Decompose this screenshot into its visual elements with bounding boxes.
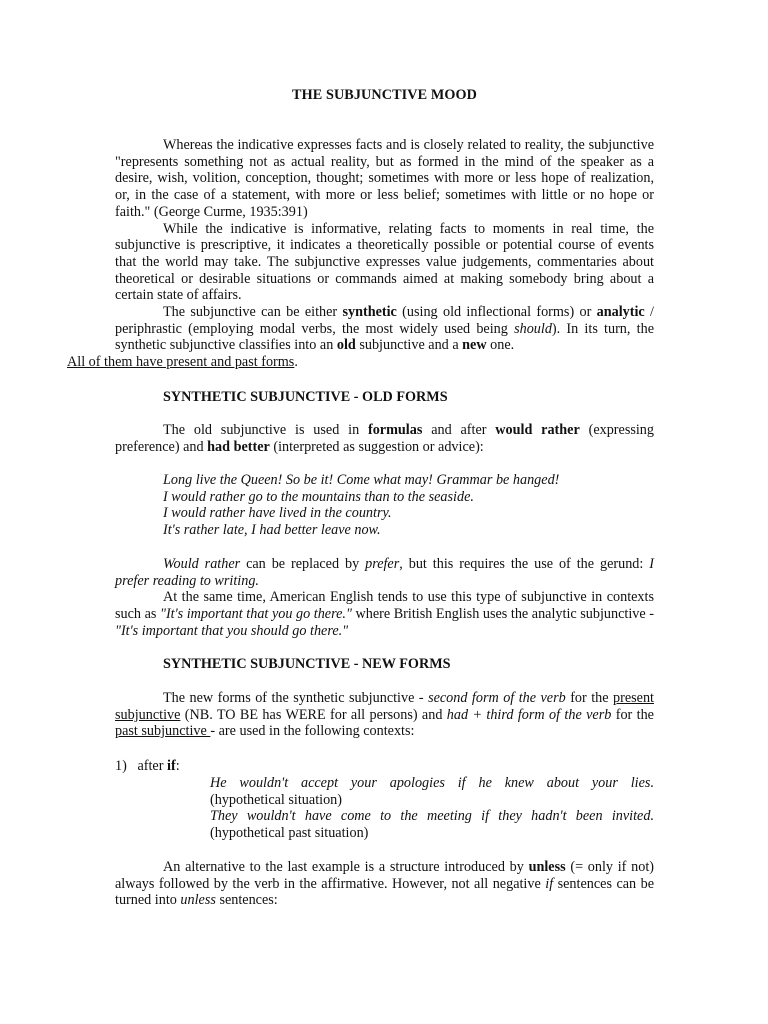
text-run: subjunctive and a: [355, 337, 463, 354]
term-if: if: [545, 875, 554, 892]
term-unless: unless: [180, 892, 216, 909]
term-analytic: analytic: [596, 304, 645, 321]
text-run: .: [294, 354, 298, 371]
example-inline: "It's important that you should go there.": [115, 622, 349, 639]
term-should: should: [514, 320, 552, 337]
term-would-rather: would rather: [495, 422, 580, 438]
text-run: and after: [422, 422, 496, 438]
new-forms-paragraph-2: [115, 859, 654, 909]
intro-paragraph-2: While the indicative is informative, relating facts to moments in real time, the subjunctive is prescriptive, it indicates a theoretically possible or potential course of events that the world may take. The subjunctive expresses value judgements, commentaries about theoretical or desirable situations or commands aimed at making somebody bring about a certain state of affairs.: [115, 220, 654, 304]
term-had-better: had better: [207, 438, 270, 455]
old-forms-notes: [115, 556, 654, 640]
text-run: after: [137, 758, 168, 774]
text-run: The new forms of the synthetic subjunctive -: [163, 690, 429, 706]
text-run: (= only if not) always followed by the verb in the affirmative. However, not all negative: [115, 859, 654, 892]
text-run: one.: [486, 337, 515, 354]
text-run: , but this requires the use of the gerund:: [399, 556, 650, 572]
term-new: new: [462, 337, 487, 354]
example-note: (hypothetical past situation): [210, 825, 369, 842]
text-run: - are used in the following contexts:: [210, 723, 415, 740]
intro-paragraph-1: Whereas the indicative expresses facts and is closely related to reality, the subjunctive "represents something not as actual reality, but as formed in the mind of the speaker as a desire, wish, volition, conception, thought; sometimes with more or less hope of realization, or, in the case of a statement, with more or less belief; sometimes with little or no hope or faith." (George Curme, 1935:391): [115, 137, 654, 220]
example-sentence: It's rather late, I had better leave now.: [163, 522, 381, 539]
text-run: The old subjunctive is used in: [163, 422, 368, 438]
heading-new-forms: SYNTHETIC SUBJUNCTIVE - NEW FORMS: [163, 656, 451, 672]
old-forms-paragraph-1: [115, 422, 654, 455]
term-past-subjunctive: past subjunctive: [115, 723, 211, 740]
old-forms-paragraph-2: [115, 556, 654, 589]
text-run: The subjunctive can be either: [163, 304, 343, 321]
text-run: (interpreted as suggestion or advice):: [269, 438, 484, 455]
text-run: (NB. TO BE has WERE for all persons) and: [180, 706, 447, 723]
text-run: (using old inflectional forms) or: [396, 304, 597, 321]
new-forms-intro: [115, 690, 654, 740]
term-old: old: [336, 337, 356, 354]
example-sentence: He wouldn't accept your apologies if he knew about your lies.: [210, 775, 654, 791]
text-run: sentences can be turned into: [115, 875, 654, 909]
old-forms-paragraph-3: [115, 589, 654, 639]
example-note: (hypothetical situation): [210, 791, 342, 808]
text-run: can be replaced by: [240, 556, 366, 572]
term-would-rather: Would rather: [163, 556, 241, 572]
term-had-third-form: had + third form of the verb: [446, 706, 612, 723]
list-item-body: [210, 775, 654, 842]
text-run: An alternative to the last example is a structure introduced by: [163, 859, 529, 875]
old-forms-intro: [115, 422, 654, 455]
list-number: 1): [115, 758, 127, 774]
text-run: sentences:: [215, 892, 278, 909]
document-title: THE SUBJUNCTIVE MOOD: [292, 87, 477, 103]
term-prefer: prefer: [365, 556, 400, 572]
term-formulas: formulas: [367, 422, 423, 438]
term-second-form: second form of the verb: [428, 690, 566, 706]
term-unless: unless: [528, 859, 566, 875]
underlined-note: All of them have present and past forms: [67, 354, 295, 371]
example-sentence: I would rather have lived in the country.: [163, 505, 392, 522]
term-if: if: [167, 758, 176, 774]
text-run: for the: [565, 690, 614, 706]
term-present-subjunctive: present subjunctive: [115, 690, 654, 723]
intro-paragraph-3: [67, 304, 654, 371]
text-run: for the: [611, 706, 654, 723]
text-run: :: [175, 758, 180, 774]
text-run: At the same time, American English tends to use this type of subjunctive in contexts such as: [115, 589, 654, 623]
list-item-marker: [115, 758, 180, 775]
new-forms-paragraph-1: [115, 690, 654, 740]
text-run: (expressing preference) and: [115, 422, 654, 455]
text-run: / periphrastic (employing modal verbs, the most widely used being: [115, 304, 654, 337]
example-sentence: I would rather go to the mountains than to the seaside.: [163, 488, 474, 505]
heading-old-forms: SYNTHETIC SUBJUNCTIVE - OLD FORMS: [163, 389, 448, 405]
text-run: where British English uses the analytic subjunctive -: [351, 606, 654, 623]
text-run: ). In its turn, the synthetic subjunctive classifies into an: [115, 320, 654, 354]
new-forms-unless: [115, 859, 654, 909]
example-sentence: Long live the Queen! So be it! Come what may! Grammar be hanged!: [163, 472, 560, 488]
example-inline: I prefer reading to writing.: [115, 556, 654, 589]
example-inline: "It's important that you go there.": [159, 606, 352, 623]
term-synthetic: synthetic: [342, 304, 397, 321]
old-forms-examples: [163, 472, 654, 539]
intro-section: [67, 137, 654, 371]
example-sentence: They wouldn't have come to the meeting if they hadn't been invited.: [210, 808, 654, 825]
